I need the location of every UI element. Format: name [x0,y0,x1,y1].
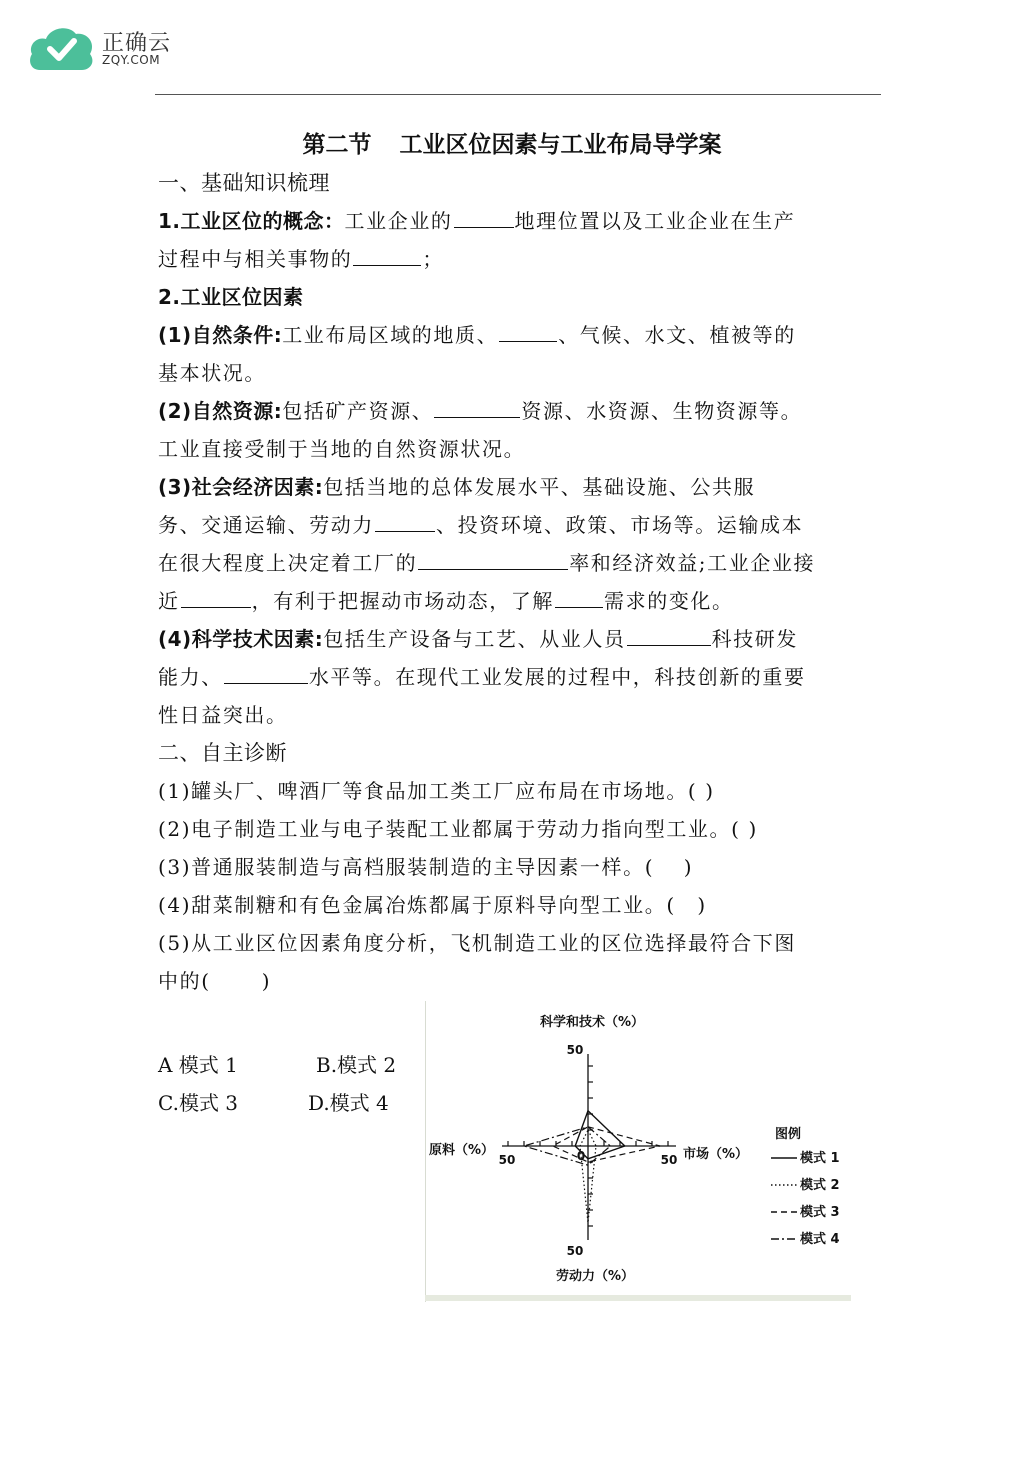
socio-line4 [158,582,880,620]
socio-line1 [158,468,880,506]
brand-logo [28,22,198,78]
item2-heading: 2.工业区位因素 [158,285,304,309]
item1-text: 过程中与相关事物的 [158,247,353,271]
brand-domain: ZQY.COM [102,53,161,67]
tick-label-bottom-max: 50 [566,1244,584,1258]
item1-text: 地理位置以及工业企业在生产 [514,209,796,233]
item1-line1 [158,202,880,240]
page-title [144,126,880,164]
socio-text: 包括当地的总体发展水平、基础设施、公共服 [323,475,756,499]
checkmark-cloud-icon [28,22,96,74]
tick-label-top-max: 50 [566,1043,584,1057]
option-d[interactable]: D.模式 4 [308,1091,389,1115]
answer-options [158,1046,428,1122]
option-c[interactable]: C.模式 3 [158,1091,239,1115]
natural-line2: 基本状况。 [158,361,266,385]
option-a[interactable]: A 模式 1 [158,1053,238,1077]
socio-line3 [158,544,880,582]
resources-text: 资源、水资源、生物资源等。 [521,399,803,423]
socio-text: ，有利于把握动市场动态，了解 [251,589,555,613]
radar-chart [425,1000,851,1302]
question-3: (3)普通服装制造与高档服装制造的主导因素一样。( ) [158,855,694,879]
question-5-line1: (5)从工业区位因素角度分析，飞机制造工业的区位选择最符合下图 [158,931,796,955]
tech-text: 科技研发 [711,627,799,651]
answer-blank[interactable] [434,393,520,418]
item1-text: ； [422,247,445,271]
axis-label-left: 原料（%） [429,1143,495,1158]
tech-text: 水平等。在现代工业发展的过程中，科技创新的重要 [308,665,806,689]
part2-heading: 二、自主诊断 [158,741,287,765]
legend-label-mode-1: 模式 1 [800,1151,840,1166]
answer-blank[interactable] [353,241,421,266]
resources-text: 包括矿产资源、 [282,399,434,423]
options-row [158,1084,428,1122]
resources-line2: 工业直接受制于当地的自然资源状况。 [158,437,526,461]
option-b[interactable]: B.模式 2 [316,1053,397,1077]
answer-blank[interactable] [181,583,251,608]
answer-blank[interactable] [418,545,568,570]
legend-label-mode-4: 模式 4 [800,1232,840,1247]
title-topic: 工业区位因素与工业布局导学案 [399,132,722,158]
legend-title: 图例 [775,1127,802,1142]
tech-text: 包括生产设备与工艺、从业人员 [323,627,626,651]
header-divider [155,94,881,95]
question-1: (1)罐头厂、啤酒厂等食品加工类工厂应布局在市场地。( ) [158,779,715,803]
axis-label-right: 市场（%） [683,1147,749,1162]
legend-label-mode-3: 模式 3 [800,1205,840,1220]
question-2: (2)电子制造工业与电子装配工业都属于劳动力指向型工业。( ) [158,817,758,841]
options-row [158,1046,428,1084]
socio-text: 率和经济效益;工业企业接 [569,551,816,575]
tick-label-left-max: 50 [498,1153,516,1167]
answer-blank[interactable] [375,507,435,532]
socio-text: 近 [158,589,180,613]
socio-text: 需求的变化。 [604,589,734,613]
item1-label: 1.工业区位的概念： [158,209,345,233]
socio-label: (3)社会经济因素: [158,475,324,499]
title-section: 第二节 [302,132,372,158]
tech-line3: 性日益突出。 [158,703,288,727]
document-body [158,126,880,1000]
answer-blank[interactable] [499,317,557,342]
natural-text: 工业布局区域的地质、 [282,323,499,347]
part1-heading: 一、基础知识梳理 [158,171,330,195]
answer-blank[interactable] [627,621,711,646]
item1-text: 工业企业的 [344,209,453,233]
item1-line2 [158,240,880,278]
axis-label-bottom: 劳动力（%） [555,1269,635,1284]
natural-text: 、气候、水文、植被等的 [558,323,796,347]
tick-label-right-max: 50 [660,1153,678,1167]
resources-label: (2)自然资源: [158,399,283,423]
axis-label-top: 科学和技术（%） [539,1015,645,1030]
tech-line2 [158,658,880,696]
radar-chart-figure [425,1000,851,1302]
tech-line1 [158,620,880,658]
brand-name: 正确云 [102,31,172,56]
resources-line1 [158,392,880,430]
legend-label-mode-2: 模式 2 [800,1178,840,1193]
answer-blank[interactable] [224,659,308,684]
question-5-line2: 中的( ) [158,969,272,993]
question-4: (4)甜菜制糖和有色金属冶炼都属于原料导向型工业。( ) [158,893,707,917]
natural-line1 [158,316,880,354]
socio-line2 [158,506,880,544]
center-label: 0 [576,1149,586,1163]
tech-label: (4)科学技术因素: [158,627,324,651]
answer-blank[interactable] [555,583,603,608]
socio-text: 在很大程度上决定着工厂的 [158,551,418,575]
socio-text: 务、交通运输、劳动力 [158,513,374,537]
answer-blank[interactable] [454,203,514,228]
natural-label: (1)自然条件: [158,323,283,347]
socio-text: 、投资环境、政策、市场等。运输成本 [436,513,804,537]
tech-text: 能力、 [158,665,223,689]
